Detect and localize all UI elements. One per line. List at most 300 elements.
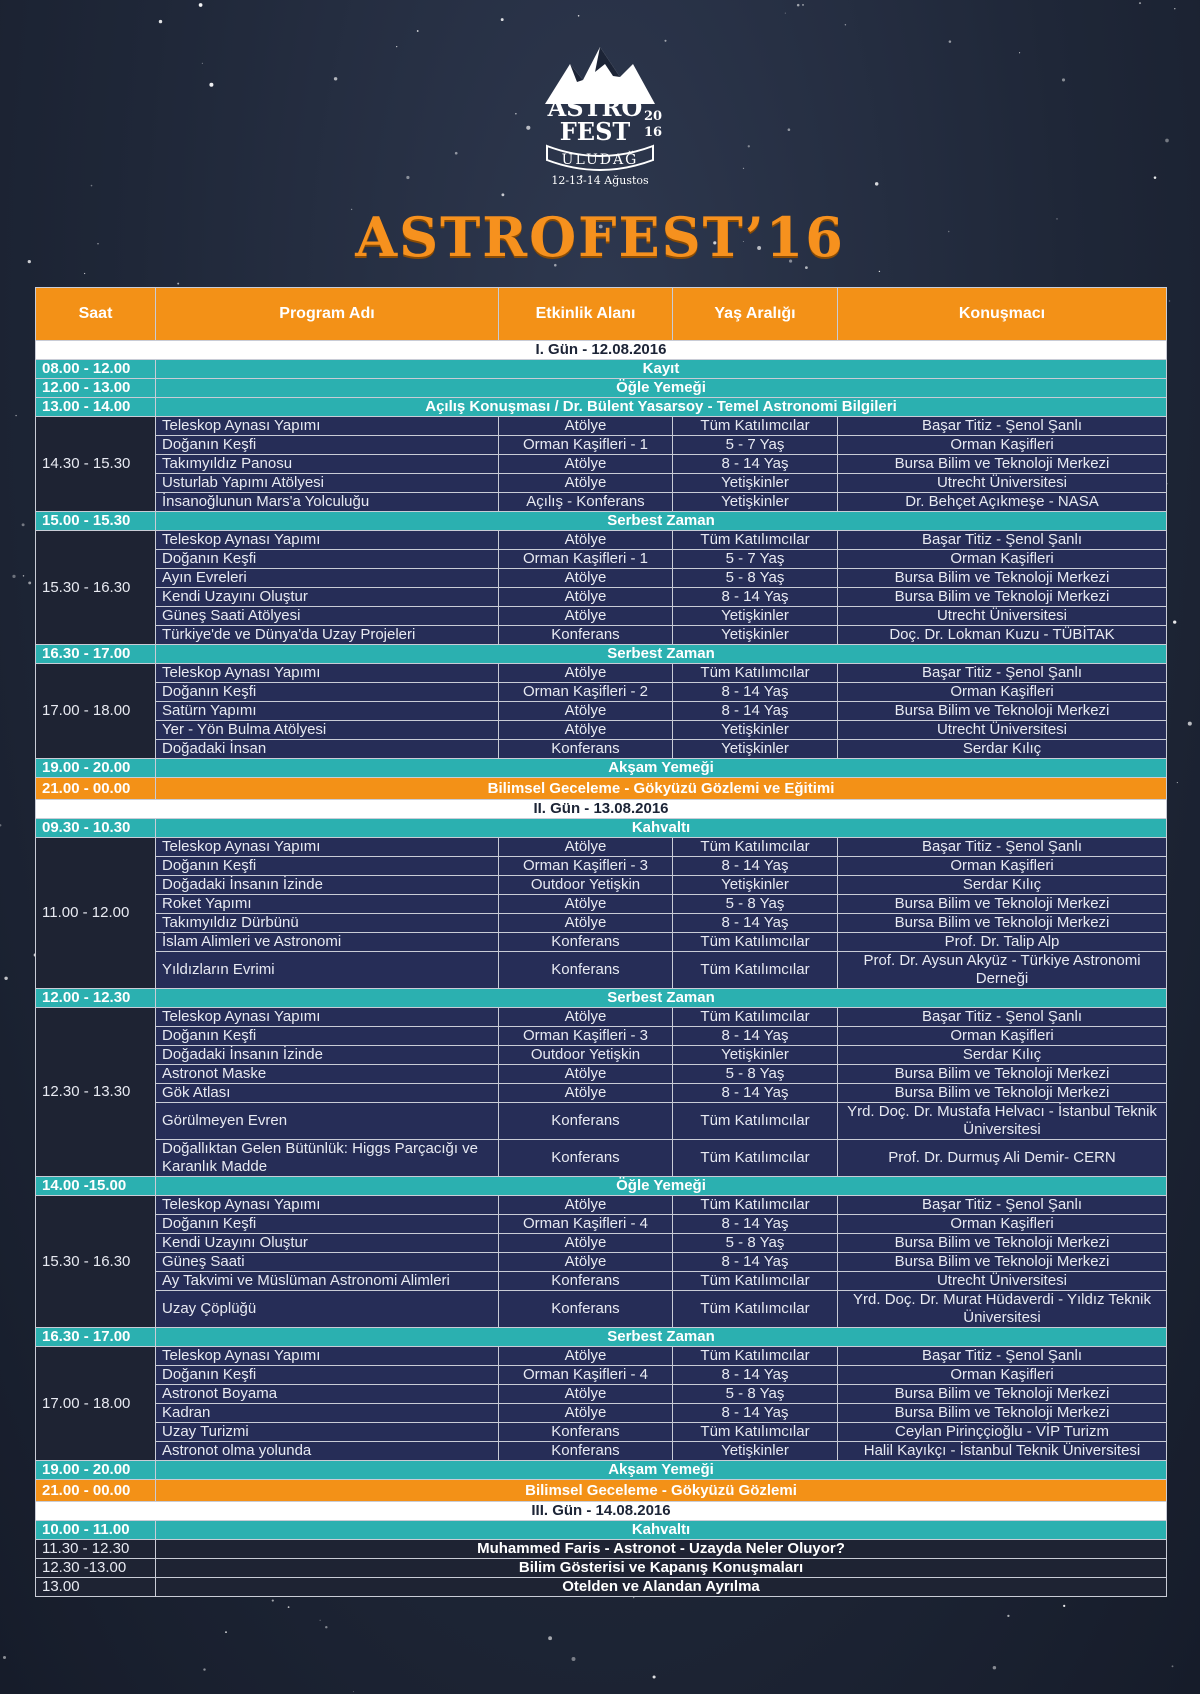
speaker: Başar Titiz - Şenol Şanlı	[838, 417, 1167, 436]
banner-row	[36, 819, 1167, 838]
speaker: Serdar Kılıç	[838, 1046, 1167, 1065]
star	[548, 1636, 552, 1640]
venue: Atölye	[499, 531, 673, 550]
speaker: Orman Kaşifleri	[838, 857, 1167, 876]
program-name: Teleskop Aynası Yapımı	[156, 417, 499, 436]
page-title: ASTROFEST’16	[355, 205, 845, 269]
banner-row	[36, 1177, 1167, 1196]
star	[501, 193, 504, 196]
star	[23, 575, 24, 576]
age-range: Yetişkinler	[673, 1046, 838, 1065]
venue: Atölye	[499, 664, 673, 683]
star	[177, 283, 179, 285]
star	[1062, 78, 1065, 81]
speaker: Başar Titiz - Şenol Şanlı	[838, 664, 1167, 683]
speaker: Bursa Bilim ve Teknoloji Merkezi	[838, 1385, 1167, 1404]
schedule-body	[36, 341, 1167, 1597]
session-time: 15.30 - 16.30	[36, 531, 156, 645]
banner-time: 19.00 - 20.00	[36, 759, 156, 778]
table-row	[36, 1084, 1167, 1103]
speaker: Orman Kaşifleri	[838, 1215, 1167, 1234]
age-range: 8 - 14 Yaş	[673, 1215, 838, 1234]
star	[15, 415, 16, 416]
table-row	[36, 721, 1167, 740]
banner-time: 11.30 - 12.30	[36, 1540, 156, 1559]
star	[272, 1600, 274, 1602]
speaker: Bursa Bilim ve Teknoloji Merkezi	[838, 1084, 1167, 1103]
star	[633, 1597, 634, 1598]
program-name: Doğanın Keşfi	[156, 1215, 499, 1234]
program-name: Gök Atlası	[156, 1084, 499, 1103]
star	[0, 824, 1, 826]
star	[12, 575, 15, 578]
banner-row	[36, 1578, 1167, 1597]
age-range: Yetişkinler	[673, 740, 838, 759]
program-name: Astronot olma yolunda	[156, 1442, 499, 1461]
program-name: Teleskop Aynası Yapımı	[156, 1196, 499, 1215]
venue: Atölye	[499, 455, 673, 474]
speaker: Serdar Kılıç	[838, 876, 1167, 895]
day-title: III. Gün - 14.08.2016	[36, 1502, 1167, 1521]
session-time: 17.00 - 18.00	[36, 1347, 156, 1461]
venue: Konferans	[499, 1272, 673, 1291]
session-time: 11.00 - 12.00	[36, 838, 156, 989]
star	[653, 1675, 656, 1678]
age-range: 8 - 14 Yaş	[673, 1084, 838, 1103]
banner-row	[36, 1521, 1167, 1540]
age-range: 5 - 7 Yaş	[673, 436, 838, 455]
age-range: Tüm Katılımcılar	[673, 1196, 838, 1215]
program-name: Türkiye'de ve Dünya'da Uzay Projeleri	[156, 626, 499, 645]
banner-time: 09.30 - 10.30	[36, 819, 156, 838]
banner-row	[36, 360, 1167, 379]
banner-row	[36, 989, 1167, 1008]
day-title: I. Gün - 12.08.2016	[36, 341, 1167, 360]
star	[84, 273, 85, 274]
table-row	[36, 1008, 1167, 1027]
astrofest-logo	[525, 42, 675, 192]
speaker: Başar Titiz - Şenol Şanlı	[838, 1196, 1167, 1215]
age-range: 5 - 8 Yaş	[673, 895, 838, 914]
table-row	[36, 531, 1167, 550]
speaker: Başar Titiz - Şenol Şanlı	[838, 1008, 1167, 1027]
table-row	[36, 1027, 1167, 1046]
program-name: Astronot Maske	[156, 1065, 499, 1084]
star	[1154, 176, 1157, 179]
program-name: Teleskop Aynası Yapımı	[156, 1347, 499, 1366]
star	[22, 523, 25, 526]
banner-label: Kayıt	[156, 360, 1167, 379]
program-name: Roket Yapımı	[156, 895, 499, 914]
table-row	[36, 1140, 1167, 1177]
age-range: 5 - 8 Yaş	[673, 569, 838, 588]
star	[501, 18, 504, 21]
star	[1174, 8, 1175, 9]
schedule-table-wrapper	[35, 287, 1166, 1597]
program-name: Teleskop Aynası Yapımı	[156, 1008, 499, 1027]
program-name: Kendi Uzayını Oluştur	[156, 588, 499, 607]
venue: Atölye	[499, 607, 673, 626]
venue: Konferans	[499, 952, 673, 989]
star	[1173, 620, 1176, 623]
speaker: Başar Titiz - Şenol Şanlı	[838, 838, 1167, 857]
table-row	[36, 626, 1167, 645]
star	[578, 15, 580, 17]
venue: Atölye	[499, 914, 673, 933]
age-range: Yetişkinler	[673, 876, 838, 895]
venue: Atölye	[499, 588, 673, 607]
venue: Konferans	[499, 1423, 673, 1442]
venue: Atölye	[499, 474, 673, 493]
table-row	[36, 1404, 1167, 1423]
venue: Atölye	[499, 1196, 673, 1215]
star	[515, 113, 516, 114]
venue: Atölye	[499, 721, 673, 740]
age-range: 8 - 14 Yaş	[673, 1404, 838, 1423]
age-range: Tüm Katılımcılar	[673, 1008, 838, 1027]
star	[159, 20, 162, 23]
venue: Atölye	[499, 1347, 673, 1366]
banner-time: 16.30 - 17.00	[36, 645, 156, 664]
venue: Outdoor Yetişkin	[499, 876, 673, 895]
table-row	[36, 607, 1167, 626]
program-name: Güneş Saati Atölyesi	[156, 607, 499, 626]
table-row	[36, 664, 1167, 683]
venue: Atölye	[499, 1404, 673, 1423]
venue: Atölye	[499, 1253, 673, 1272]
program-name: Teleskop Aynası Yapımı	[156, 838, 499, 857]
star	[325, 1626, 327, 1628]
star	[993, 1666, 996, 1669]
star	[879, 271, 880, 272]
speaker: Bursa Bilim ve Teknoloji Merkezi	[838, 455, 1167, 474]
venue: Outdoor Yetişkin	[499, 1046, 673, 1065]
star	[1169, 300, 1170, 301]
day-title-row	[36, 800, 1167, 819]
speaker: Prof. Dr. Durmuş Ali Demir- CERN	[838, 1140, 1167, 1177]
logo-year-bottom: 16	[643, 125, 663, 140]
speaker: Halil Kayıkçı - İstanbul Teknik Üniversitesi	[838, 1442, 1167, 1461]
table-row	[36, 1065, 1167, 1084]
venue: Atölye	[499, 1234, 673, 1253]
table-row	[36, 1385, 1167, 1404]
age-range: Tüm Katılımcılar	[673, 1140, 838, 1177]
star	[4, 977, 7, 980]
table-row	[36, 1291, 1167, 1328]
day-title-row	[36, 1502, 1167, 1521]
program-name: Kendi Uzayını Oluştur	[156, 1234, 499, 1253]
star	[209, 83, 213, 87]
table-row	[36, 455, 1167, 474]
banner-time: 12.00 - 12.30	[36, 989, 156, 1008]
speaker: Bursa Bilim ve Teknoloji Merkezi	[838, 588, 1167, 607]
program-name: Takımyıldız Dürbünü	[156, 914, 499, 933]
table-row	[36, 740, 1167, 759]
age-range: Tüm Katılımcılar	[673, 1423, 838, 1442]
table-row	[36, 683, 1167, 702]
table-row	[36, 857, 1167, 876]
table-row	[36, 588, 1167, 607]
banner-label: Muhammed Faris - Astronot - Uzayda Neler Oluyor?	[156, 1540, 1167, 1559]
header-program: Program Adı	[156, 288, 499, 341]
star	[203, 1668, 205, 1670]
star	[320, 1620, 321, 1621]
speaker: Bursa Bilim ve Teknoloji Merkezi	[838, 1065, 1167, 1084]
age-range: Tüm Katılımcılar	[673, 664, 838, 683]
age-range: 8 - 14 Yaş	[673, 702, 838, 721]
banner-label: Otelden ve Alandan Ayrılma	[156, 1578, 1167, 1597]
star	[417, 30, 419, 32]
speaker: Doç. Dr. Lokman Kuzu - TÜBİTAK	[838, 626, 1167, 645]
age-range: Tüm Katılımcılar	[673, 933, 838, 952]
age-range: Tüm Katılımcılar	[673, 1103, 838, 1140]
venue: Orman Kaşifleri - 3	[499, 1027, 673, 1046]
star	[288, 1606, 290, 1608]
star	[1172, 1665, 1174, 1667]
star	[875, 182, 878, 185]
speaker: Bursa Bilim ve Teknoloji Merkezi	[838, 895, 1167, 914]
speaker: Orman Kaşifleri	[838, 1366, 1167, 1385]
venue: Konferans	[499, 933, 673, 952]
speaker: Utrecht Üniversitesi	[838, 1272, 1167, 1291]
banner-time: 12.30 -13.00	[36, 1559, 156, 1578]
age-range: Tüm Katılımcılar	[673, 1347, 838, 1366]
speaker: Yrd. Doç. Dr. Mustafa Helvacı - İstanbul Teknik Üniversitesi	[838, 1103, 1167, 1140]
banner-label: Öğle Yemeği	[156, 379, 1167, 398]
program-name: Takımyıldız Panosu	[156, 455, 499, 474]
table-row	[36, 436, 1167, 455]
speaker: Dr. Behçet Açıkmeşe - NASA	[838, 493, 1167, 512]
star	[455, 152, 458, 155]
table-row	[36, 1234, 1167, 1253]
session-time: 12.30 - 13.30	[36, 1008, 156, 1177]
venue: Açılış - Konferans	[499, 493, 673, 512]
banner-time: 15.00 - 15.30	[36, 512, 156, 531]
table-row	[36, 914, 1167, 933]
speaker: Serdar Kılıç	[838, 740, 1167, 759]
venue: Orman Kaşifleri - 4	[499, 1366, 673, 1385]
logo-line1: ASTRO	[547, 93, 643, 122]
table-row	[36, 876, 1167, 895]
banner-time: 10.00 - 11.00	[36, 1521, 156, 1540]
speaker: Bursa Bilim ve Teknoloji Merkezi	[838, 1404, 1167, 1423]
age-range: Yetişkinler	[673, 721, 838, 740]
venue: Atölye	[499, 569, 673, 588]
table-row	[36, 1103, 1167, 1140]
table-row	[36, 1196, 1167, 1215]
age-range: 8 - 14 Yaş	[673, 1253, 838, 1272]
table-row	[36, 1046, 1167, 1065]
star	[225, 1631, 227, 1633]
star	[353, 1691, 354, 1692]
star	[949, 40, 952, 43]
speaker: Utrecht Üniversitesi	[838, 607, 1167, 626]
banner-row	[36, 1461, 1167, 1480]
table-row	[36, 1215, 1167, 1234]
venue: Orman Kaşifleri - 1	[499, 550, 673, 569]
program-name: İslam Alimleri ve Astronomi	[156, 933, 499, 952]
program-name: Kadran	[156, 1404, 499, 1423]
star	[785, 13, 786, 14]
program-name: Teleskop Aynası Yapımı	[156, 664, 499, 683]
table-row	[36, 952, 1167, 989]
age-range: Yetişkinler	[673, 493, 838, 512]
banner-time: 21.00 - 00.00	[36, 778, 156, 800]
star	[3, 1656, 6, 1659]
star	[28, 581, 31, 584]
speaker: Utrecht Üniversitesi	[838, 474, 1167, 493]
program-name: Satürn Yapımı	[156, 702, 499, 721]
table-row	[36, 933, 1167, 952]
table-row	[36, 493, 1167, 512]
speaker: Bursa Bilim ve Teknoloji Merkezi	[838, 1234, 1167, 1253]
program-name: Doğanın Keşfi	[156, 550, 499, 569]
age-range: 8 - 14 Yaş	[673, 857, 838, 876]
table-row	[36, 1347, 1167, 1366]
venue: Konferans	[499, 1103, 673, 1140]
banner-time: 13.00	[36, 1578, 156, 1597]
banner-label: Bilimsel Geceleme - Gökyüzü Gözlemi	[156, 1480, 1167, 1502]
header-speaker: Konuşmacı	[838, 288, 1167, 341]
venue: Konferans	[499, 740, 673, 759]
age-range: Tüm Katılımcılar	[673, 1291, 838, 1328]
speaker: Bursa Bilim ve Teknoloji Merkezi	[838, 914, 1167, 933]
banner-time: 16.30 - 17.00	[36, 1328, 156, 1347]
program-name: Doğanın Keşfi	[156, 1366, 499, 1385]
age-range: 5 - 8 Yaş	[673, 1385, 838, 1404]
venue: Orman Kaşifleri - 3	[499, 857, 673, 876]
age-range: 5 - 8 Yaş	[673, 1065, 838, 1084]
program-name: Doğallıktan Gelen Bütünlük: Higgs Parçacığı ve Karanlık Madde	[156, 1140, 499, 1177]
age-range: 8 - 14 Yaş	[673, 1027, 838, 1046]
age-range: 5 - 8 Yaş	[673, 1234, 838, 1253]
program-name: Doğanın Keşfi	[156, 436, 499, 455]
star	[845, 24, 846, 25]
program-name: Uzay Turizmi	[156, 1423, 499, 1442]
star	[1139, 2, 1141, 4]
program-name: Doğanın Keşfi	[156, 1027, 499, 1046]
venue: Atölye	[499, 1008, 673, 1027]
banner-label: Açılış Konuşması / Dr. Bülent Yasarsoy - Temel Astronomi Bilgileri	[156, 398, 1167, 417]
banner-row	[36, 1559, 1167, 1578]
speaker: Bursa Bilim ve Teknoloji Merkezi	[838, 702, 1167, 721]
banner-time: 14.00 -15.00	[36, 1177, 156, 1196]
speaker: Orman Kaşifleri	[838, 436, 1167, 455]
table-row	[36, 1272, 1167, 1291]
venue: Atölye	[499, 895, 673, 914]
banner-label: Serbest Zaman	[156, 989, 1167, 1008]
header-age: Yaş Aralığı	[673, 288, 838, 341]
age-range: Yetişkinler	[673, 474, 838, 493]
program-name: Yıldızların Evrimi	[156, 952, 499, 989]
program-name: Usturlab Yapımı Atölyesi	[156, 474, 499, 493]
venue: Atölye	[499, 702, 673, 721]
logo-dates: 12-13-14 Ağustos	[551, 174, 649, 187]
banner-time: 21.00 - 00.00	[36, 1480, 156, 1502]
day-title: II. Gün - 13.08.2016	[36, 800, 1167, 819]
session-time: 17.00 - 18.00	[36, 664, 156, 759]
banner-row	[36, 1328, 1167, 1347]
table-row	[36, 474, 1167, 493]
age-range: 8 - 14 Yaş	[673, 588, 838, 607]
age-range: Tüm Katılımcılar	[673, 1272, 838, 1291]
program-name: Doğadaki İnsan	[156, 740, 499, 759]
logo-year-top: 20	[643, 109, 663, 124]
program-name: İnsanoğlunun Mars'a Yolculuğu	[156, 493, 499, 512]
star	[743, 168, 744, 169]
table-row	[36, 702, 1167, 721]
venue: Konferans	[499, 1442, 673, 1461]
venue: Konferans	[499, 1140, 673, 1177]
speaker: Orman Kaşifleri	[838, 1027, 1167, 1046]
star	[91, 185, 93, 187]
day-title-row	[36, 341, 1167, 360]
header-venue: Etkinlik Alanı	[499, 288, 673, 341]
program-name: Astronot Boyama	[156, 1385, 499, 1404]
program-name: Ayın Evreleri	[156, 569, 499, 588]
speaker: Bursa Bilim ve Teknoloji Merkezi	[838, 1253, 1167, 1272]
star	[802, 4, 804, 6]
table-row	[36, 895, 1167, 914]
banner-label: Bilimsel Geceleme - Gökyüzü Gözlemi ve Eğitimi	[156, 778, 1167, 800]
speaker: Yrd. Doç. Dr. Murat Hüdaverdi - Yıldız Teknik Üniversitesi	[838, 1291, 1167, 1328]
age-range: Tüm Katılımcılar	[673, 417, 838, 436]
table-row	[36, 550, 1167, 569]
speaker: Prof. Dr. Talip Alp	[838, 933, 1167, 952]
banner-row	[36, 778, 1167, 800]
venue: Konferans	[499, 626, 673, 645]
star	[1177, 782, 1178, 783]
star	[572, 1657, 576, 1661]
speaker: Bursa Bilim ve Teknoloji Merkezi	[838, 569, 1167, 588]
table-row	[36, 1442, 1167, 1461]
schedule-table	[35, 287, 1167, 1597]
star	[748, 145, 750, 147]
logo-banner: ULUDAĞ	[561, 152, 639, 168]
banner-row	[36, 645, 1167, 664]
banner-row	[36, 759, 1167, 778]
program-name: Doğadaki İnsanın İzinde	[156, 1046, 499, 1065]
speaker: Orman Kaşifleri	[838, 683, 1167, 702]
banner-label: Öğle Yemeği	[156, 1177, 1167, 1196]
age-range: Tüm Katılımcılar	[673, 838, 838, 857]
banner-label: Akşam Yemeği	[156, 759, 1167, 778]
age-range: Yetişkinler	[673, 626, 838, 645]
program-name: Görülmeyen Evren	[156, 1103, 499, 1140]
banner-time: 08.00 - 12.00	[36, 360, 156, 379]
star	[199, 3, 203, 7]
age-range: Yetişkinler	[673, 1442, 838, 1461]
banner-label: Akşam Yemeği	[156, 1461, 1167, 1480]
banner-time: 13.00 - 14.00	[36, 398, 156, 417]
venue: Atölye	[499, 417, 673, 436]
program-name: Doğadaki İnsanın İzinde	[156, 876, 499, 895]
table-row	[36, 417, 1167, 436]
star	[396, 46, 397, 47]
venue: Orman Kaşifleri - 2	[499, 683, 673, 702]
star	[1188, 722, 1192, 726]
table-row	[36, 569, 1167, 588]
age-range: Yetişkinler	[673, 607, 838, 626]
venue: Konferans	[499, 1291, 673, 1328]
banner-row	[36, 398, 1167, 417]
speaker: Başar Titiz - Şenol Şanlı	[838, 1347, 1167, 1366]
table-row	[36, 1253, 1167, 1272]
banner-label: Serbest Zaman	[156, 512, 1167, 531]
star	[202, 63, 203, 64]
table-row	[36, 838, 1167, 857]
speaker: Başar Titiz - Şenol Şanlı	[838, 531, 1167, 550]
